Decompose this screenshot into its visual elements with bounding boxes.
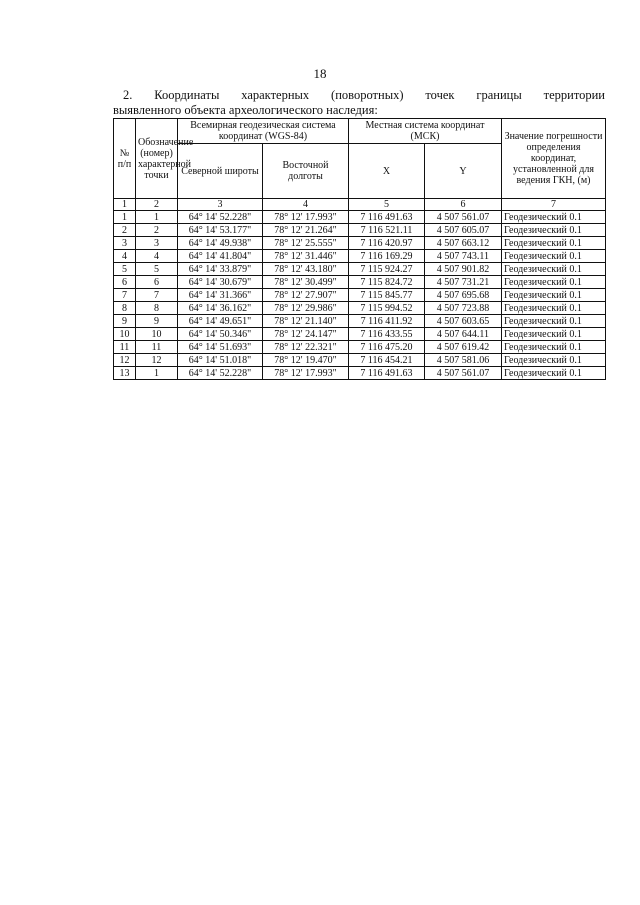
cell-x: 7 116 169.29	[349, 250, 425, 263]
cell-designation: 9	[136, 315, 178, 328]
cell-num: 5	[114, 263, 136, 276]
cell-longitude: 78° 12' 29.986"	[263, 302, 349, 315]
cell-designation: 10	[136, 328, 178, 341]
coordinates-table-body	[114, 211, 606, 380]
header-msk: Местная система координат (МСК)	[349, 119, 502, 144]
cell-designation: 7	[136, 289, 178, 302]
cell-designation: 12	[136, 354, 178, 367]
cell-accuracy: Геодезический 0.1	[502, 250, 606, 263]
cell-x: 7 116 475.20	[349, 341, 425, 354]
cell-longitude: 78° 12' 30.499"	[263, 276, 349, 289]
table-row	[114, 211, 606, 224]
cell-latitude: 64° 14' 49.938"	[178, 237, 263, 250]
cell-longitude: 78° 12' 22.321"	[263, 341, 349, 354]
cell-num: 13	[114, 367, 136, 380]
cell-x: 7 115 824.72	[349, 276, 425, 289]
header-wgs84: Всемирная геодезическая система координат (WGS-84)	[178, 119, 349, 144]
cell-x: 7 115 845.77	[349, 289, 425, 302]
cell-x: 7 115 924.27	[349, 263, 425, 276]
table-row	[114, 354, 606, 367]
cell-designation: 11	[136, 341, 178, 354]
cell-longitude: 78° 12' 25.555"	[263, 237, 349, 250]
cell-y: 4 507 603.65	[425, 315, 502, 328]
cell-longitude: 78° 12' 17.993"	[263, 211, 349, 224]
column-number-row	[114, 199, 606, 211]
cell-latitude: 64° 14' 51.693"	[178, 341, 263, 354]
page-number: 18	[313, 66, 327, 81]
cell-x: 7 116 454.21	[349, 354, 425, 367]
table-row	[114, 328, 606, 341]
cell-accuracy: Геодезический 0.1	[502, 315, 606, 328]
cell-x: 7 116 411.92	[349, 315, 425, 328]
column-number: 1	[114, 199, 136, 211]
cell-num: 10	[114, 328, 136, 341]
cell-latitude: 64° 14' 33.879"	[178, 263, 263, 276]
cell-num: 9	[114, 315, 136, 328]
header-designation: Обозначение (номер) характерной точки	[136, 119, 178, 199]
cell-num: 4	[114, 250, 136, 263]
column-number: 3	[178, 199, 263, 211]
cell-num: 6	[114, 276, 136, 289]
cell-accuracy: Геодезический 0.1	[502, 341, 606, 354]
cell-y: 4 507 561.07	[425, 367, 502, 380]
cell-y: 4 507 663.12	[425, 237, 502, 250]
cell-latitude: 64° 14' 52.228"	[178, 367, 263, 380]
cell-accuracy: Геодезический 0.1	[502, 211, 606, 224]
cell-designation: 3	[136, 237, 178, 250]
table-row	[114, 341, 606, 354]
cell-latitude: 64° 14' 31.366"	[178, 289, 263, 302]
table-row	[114, 276, 606, 289]
cell-accuracy: Геодезический 0.1	[502, 237, 606, 250]
cell-accuracy: Геодезический 0.1	[502, 367, 606, 380]
column-number: 4	[263, 199, 349, 211]
header-x: X	[349, 144, 425, 199]
cell-designation: 5	[136, 263, 178, 276]
header-accuracy: Значение погрешности определения координат, установленной для ведения ГКН, (м)	[502, 119, 606, 199]
cell-num: 11	[114, 341, 136, 354]
column-number: 7	[502, 199, 606, 211]
cell-x: 7 115 994.52	[349, 302, 425, 315]
cell-latitude: 64° 14' 30.679"	[178, 276, 263, 289]
cell-x: 7 116 521.11	[349, 224, 425, 237]
column-number: 2	[136, 199, 178, 211]
cell-longitude: 78° 12' 21.264"	[263, 224, 349, 237]
table-row	[114, 367, 606, 380]
table-row	[114, 302, 606, 315]
table-row	[114, 263, 606, 276]
cell-accuracy: Геодезический 0.1	[502, 276, 606, 289]
cell-longitude: 78° 12' 24.147"	[263, 328, 349, 341]
cell-designation: 1	[136, 211, 178, 224]
cell-accuracy: Геодезический 0.1	[502, 263, 606, 276]
cell-latitude: 64° 14' 49.651"	[178, 315, 263, 328]
table-row	[114, 289, 606, 302]
cell-y: 4 507 901.82	[425, 263, 502, 276]
cell-latitude: 64° 14' 52.228"	[178, 211, 263, 224]
header-num: № п/п	[114, 119, 136, 199]
cell-accuracy: Геодезический 0.1	[502, 354, 606, 367]
cell-y: 4 507 581.06	[425, 354, 502, 367]
cell-y: 4 507 723.88	[425, 302, 502, 315]
cell-longitude: 78° 12' 43.180"	[263, 263, 349, 276]
section-heading-line-2: выявленного объекта археологического наследия:	[113, 103, 378, 117]
cell-num: 2	[114, 224, 136, 237]
cell-x: 7 116 420.97	[349, 237, 425, 250]
cell-designation: 8	[136, 302, 178, 315]
coordinates-table	[113, 118, 606, 380]
cell-y: 4 507 644.11	[425, 328, 502, 341]
cell-designation: 4	[136, 250, 178, 263]
cell-accuracy: Геодезический 0.1	[502, 289, 606, 302]
cell-longitude: 78° 12' 19.470"	[263, 354, 349, 367]
cell-x: 7 116 433.55	[349, 328, 425, 341]
cell-y: 4 507 605.07	[425, 224, 502, 237]
cell-num: 3	[114, 237, 136, 250]
cell-num: 8	[114, 302, 136, 315]
cell-accuracy: Геодезический 0.1	[502, 328, 606, 341]
table-row	[114, 315, 606, 328]
table-row	[114, 237, 606, 250]
cell-y: 4 507 561.07	[425, 211, 502, 224]
cell-latitude: 64° 14' 53.177"	[178, 224, 263, 237]
cell-y: 4 507 731.21	[425, 276, 502, 289]
cell-x: 7 116 491.63	[349, 211, 425, 224]
cell-num: 12	[114, 354, 136, 367]
cell-y: 4 507 619.42	[425, 341, 502, 354]
column-number: 5	[349, 199, 425, 211]
cell-x: 7 116 491.63	[349, 367, 425, 380]
cell-designation: 1	[136, 367, 178, 380]
cell-latitude: 64° 14' 51.018"	[178, 354, 263, 367]
cell-y: 4 507 743.11	[425, 250, 502, 263]
cell-designation: 2	[136, 224, 178, 237]
cell-longitude: 78° 12' 17.993"	[263, 367, 349, 380]
cell-longitude: 78° 12' 31.446"	[263, 250, 349, 263]
cell-longitude: 78° 12' 21.140"	[263, 315, 349, 328]
cell-y: 4 507 695.68	[425, 289, 502, 302]
section-heading	[113, 88, 605, 118]
header-y: Y	[425, 144, 502, 199]
header-latitude: Северной широты	[178, 144, 263, 199]
table-row	[114, 224, 606, 237]
header-longitude: Восточной долготы	[263, 144, 349, 199]
table-row	[114, 250, 606, 263]
cell-num: 7	[114, 289, 136, 302]
cell-num: 1	[114, 211, 136, 224]
cell-latitude: 64° 14' 36.162"	[178, 302, 263, 315]
cell-designation: 6	[136, 276, 178, 289]
cell-accuracy: Геодезический 0.1	[502, 302, 606, 315]
cell-latitude: 64° 14' 41.804"	[178, 250, 263, 263]
section-heading-line-1: 2. Координаты характерных (поворотных) точек границы территории	[123, 88, 605, 102]
cell-accuracy: Геодезический 0.1	[502, 224, 606, 237]
cell-longitude: 78° 12' 27.907"	[263, 289, 349, 302]
column-number: 6	[425, 199, 502, 211]
cell-latitude: 64° 14' 50.346"	[178, 328, 263, 341]
